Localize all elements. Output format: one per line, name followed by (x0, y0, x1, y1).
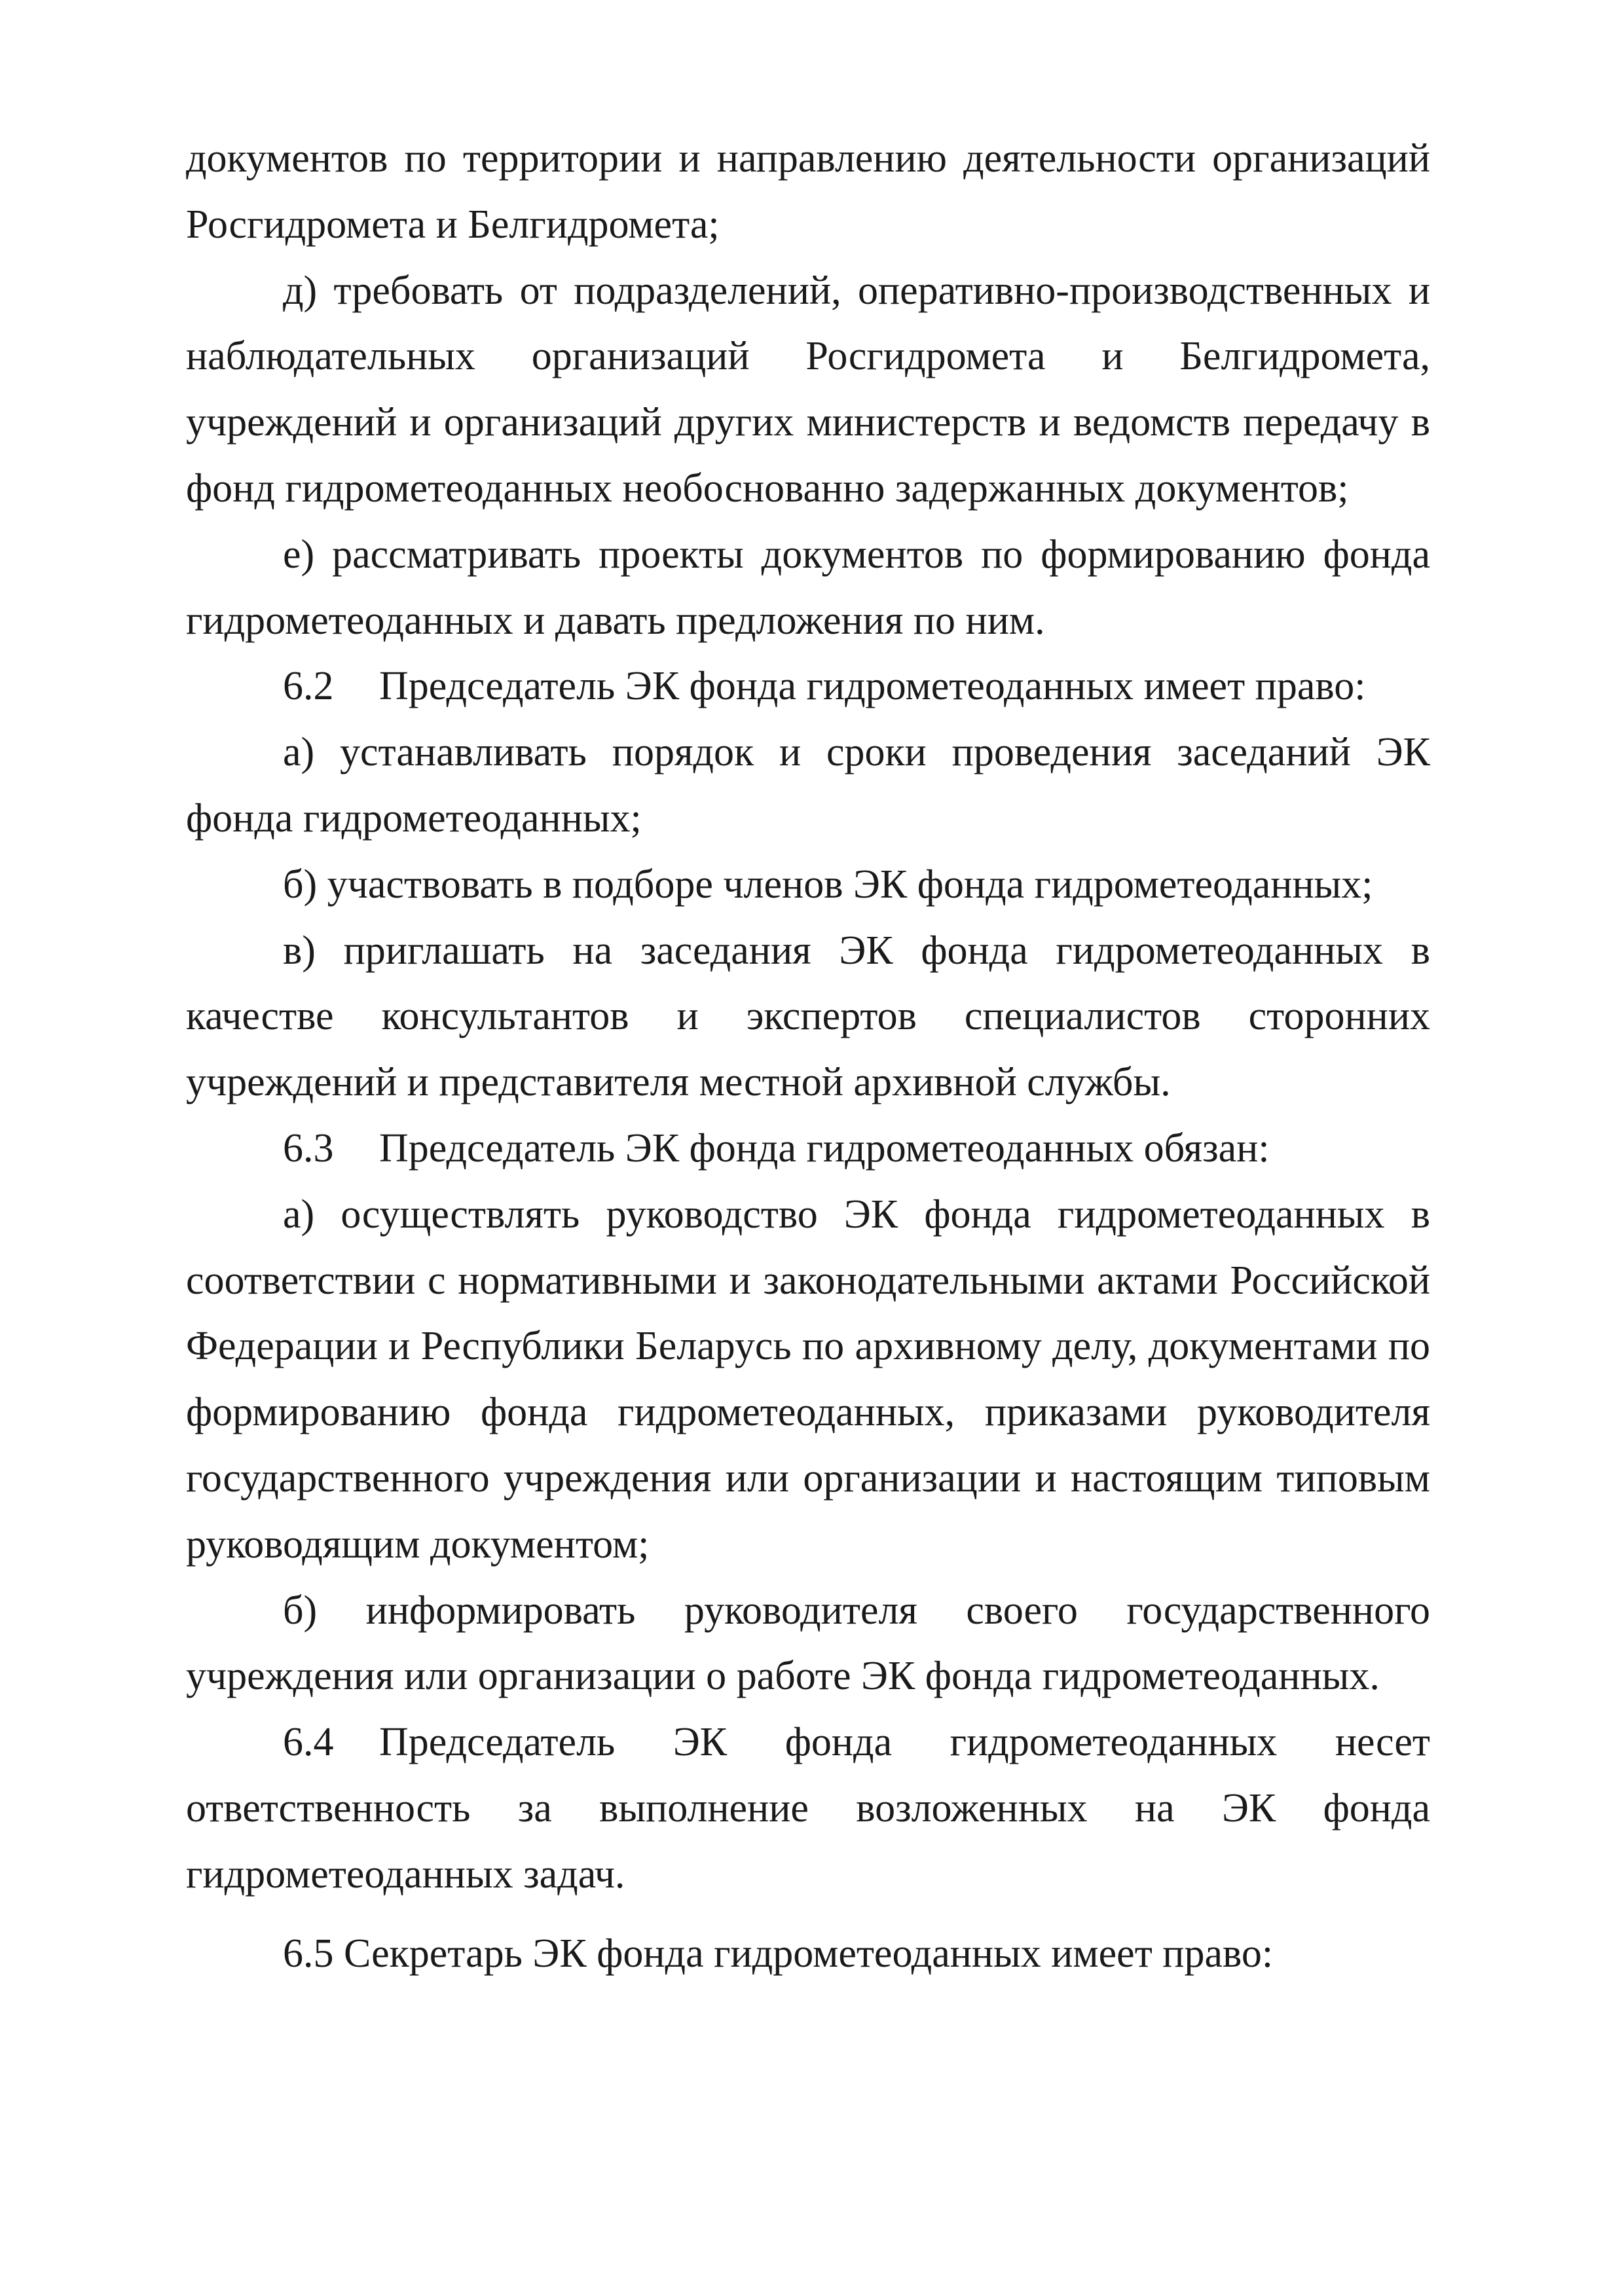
clause-6-2-text: Председатель ЭК фонда гидрометеоданных имеет право: (379, 664, 1366, 709)
clause-6-2-number: 6.2 (283, 664, 334, 709)
clause-6-2-item-a: а) устанавливать порядок и сроки проведения заседаний ЭК фонда гидрометеоданных; (186, 730, 1430, 841)
clause-6-3-number: 6.3 (283, 1125, 334, 1171)
paragraph-item-d: д) требовать от подразделений, оперативно-производственных и наблюдательных организаций Росгидромета и Белгидромета, учреждений и организаций других министерств и ведомств передачу в фонд гидрометеоданных необоснованно задержанных документов; (186, 268, 1430, 511)
clause-6-4-text: Председатель ЭК фонда гидрометеоданных несет ответственность за выполнение возложенных на ЭК фонда гидрометеоданных задач. (186, 1720, 1430, 1897)
clause-6-2-item-c: в) приглашать на заседания ЭК фонда гидрометеоданных в качестве консультантов и экспертов специалистов сторонних учреждений и представителя местной архивной службы. (186, 928, 1430, 1105)
clause-6-4 (186, 1709, 1430, 1907)
clause-6-4-number: 6.4 (283, 1720, 334, 1765)
document-body (186, 126, 1430, 1986)
clause-6-3-item-a: а) осуществлять руководство ЭК фонда гидрометеоданных в соответствии с нормативными и законодательными актами Российской Федерации и Республики Беларусь по архивному делу, документами по формированию фонда гидрометеоданных, приказами руководителя государственного учреждения или организации и настоящим типовым руководящим документом; (186, 1192, 1430, 1567)
clause-6-5-heading: 6.5 Секретарь ЭК фонда гидрометеоданных имеет право: (283, 1931, 1274, 1976)
clause-6-2-item-b: б) участвовать в подборе членов ЭК фонда гидрометеоданных; (283, 862, 1373, 907)
clause-6-3-heading (186, 1116, 1430, 1182)
clause-6-3-text: Председатель ЭК фонда гидрометеоданных обязан: (379, 1125, 1270, 1171)
paragraph-item-e: е) рассматривать проекты документов по формированию фонда гидрометеоданных и давать предложения по ним. (186, 532, 1430, 643)
clause-6-2-heading (186, 653, 1430, 720)
paragraph-continuation: документов по территории и направлению деятельности организаций Росгидромета и Белгидромета; (186, 136, 1430, 247)
clause-6-3-item-b: б) информировать руководителя своего государственного учреждения или организации о работе ЭК фонда гидрометеоданных. (186, 1588, 1430, 1699)
